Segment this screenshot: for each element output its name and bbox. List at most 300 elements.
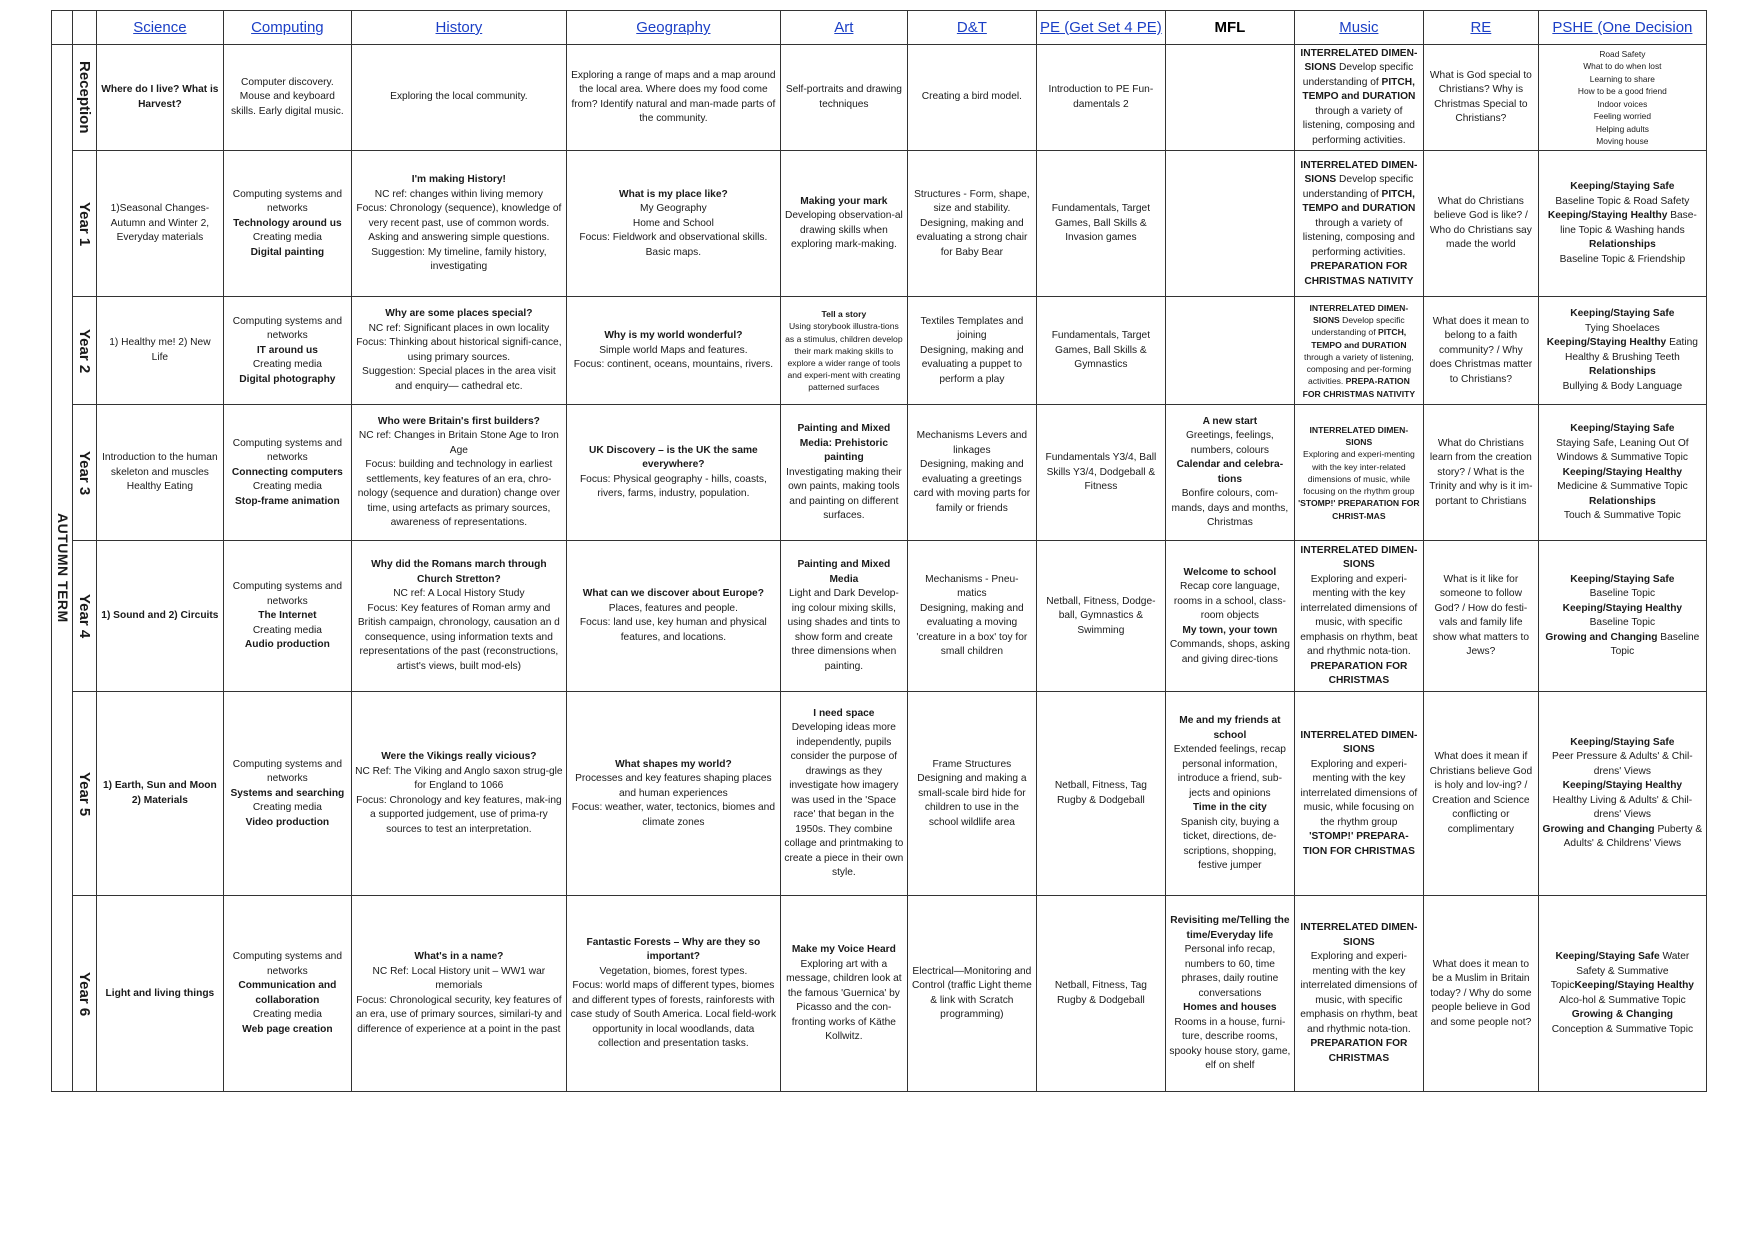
cell-pshe-one-decision <box>1538 297 1706 405</box>
cell-pshe-one-decision <box>1538 45 1706 151</box>
cell-text: Personal info recap, numbers to 60, time phrases, daily routine conversations <box>1181 944 1279 999</box>
cell-text: Focus: weather, water, tectonics, biomes and climate zones <box>571 802 776 828</box>
cell-d-t <box>907 297 1036 405</box>
year-label: Year 3 <box>76 450 94 495</box>
cell-text: Fundamentals, Target Games, Ball Skills & Gymnastics <box>1051 330 1151 371</box>
cell-heading: Relationships <box>1588 239 1656 251</box>
header-blank <box>52 11 73 45</box>
cell-heading: Keeping/Staying Safe <box>1570 736 1675 748</box>
cell-heading: Making your mark <box>800 195 888 207</box>
cell-heading: Keeping/Staying Healthy <box>1562 602 1683 614</box>
cell-text: Road Safety <box>1599 48 1646 59</box>
cell-computing <box>223 297 351 405</box>
cell-text: Focus: land use, key human and physical features, and locations. <box>579 617 767 643</box>
curriculum-map <box>51 10 1707 1092</box>
cell-music <box>1294 297 1423 405</box>
cell-text: Netball, Fitness, Tag Rugby & Dodgeball <box>1054 780 1147 806</box>
cell-heading: Why are some places special? <box>385 308 533 320</box>
cell-pshe-one-decision <box>1538 896 1706 1092</box>
cell-text: through a variety of listening, composing and per-forming activities. <box>1303 351 1414 387</box>
cell-pshe-one-decision <box>1538 541 1706 692</box>
cell-heading: Stop-frame animation <box>235 495 340 507</box>
cell-heading: Keeping/Staying Safe <box>1570 423 1675 435</box>
cell-history <box>351 896 566 1092</box>
cell-text: Puberty & Adults' & Childrens' Views <box>1563 823 1703 850</box>
cell-heading: Keeping/Staying Safe <box>1570 181 1675 193</box>
cell-text: Medicine & Summative Topic <box>1557 481 1688 493</box>
cell-text: Creating media <box>252 802 322 814</box>
cell-text: Conception & Summative Topic <box>1551 1023 1694 1035</box>
cell-heading: INTERRELATED DIMEN-SIONS <box>1300 729 1418 756</box>
cell-heading: Communication and collaboration <box>238 980 337 1006</box>
cell-text: Self-portraits and drawing techniques <box>785 84 902 110</box>
cell-text: Focus: Fieldwork and observational skills. Basic maps. <box>579 232 768 258</box>
term-label-cell <box>52 45 73 1092</box>
cell-text: NC ref: Changes in Britain Stone Age to Iron Age <box>358 430 559 456</box>
cell-pshe-one-decision <box>1538 692 1706 896</box>
cell-heading: Keeping/Staying Healthy <box>1574 980 1694 992</box>
cell-text: Home and School <box>632 217 714 229</box>
cell-text: Bullying & Body Language <box>1562 380 1683 392</box>
cell-re <box>1423 692 1538 896</box>
cell-text: Baseline Topic & Road Safety <box>1555 195 1690 207</box>
cell-heading: Me and my friends at school <box>1179 715 1281 741</box>
cell-pe-get-set-4-pe <box>1036 405 1165 541</box>
cell-pe-get-set-4-pe <box>1036 692 1165 896</box>
cell-mfl <box>1165 297 1294 405</box>
cell-heading: Tell a story <box>821 309 867 320</box>
cell-heading: Keeping/Staying Healthy <box>1562 466 1683 478</box>
year-label: Year 2 <box>76 328 94 373</box>
cell-text: NC ref: A Local History Study <box>393 588 525 600</box>
cell-text: Peer Pressure & Adults' & Chil-drens' Views <box>1552 751 1693 777</box>
cell-heading: IT around us <box>256 344 318 356</box>
cell-text: Mechanisms Levers and linkages <box>916 430 1028 456</box>
cell-text: Processes and key features shaping places and human experiences <box>575 773 772 799</box>
cell-text: What to do when lost <box>1583 61 1662 72</box>
cell-heading: Why did the Romans march through Church Stretton? <box>371 559 547 585</box>
cell-science <box>96 692 223 896</box>
cell-text: Eating Healthy & Brushing Teeth <box>1564 337 1698 363</box>
cell-text: What does it mean if Christians believe God is holy and lov-ing? / Creation and Science conflicting or complimentary <box>1429 751 1533 835</box>
cell-text: Introduction to PE Fun-damentals 2 <box>1048 84 1154 110</box>
cell-text: Focus: Key features of Roman army and British campaign, chronology, causation an d consequence, using information texts and representations of the past (reconstructions, artist's views, built mod-els) <box>357 602 560 672</box>
cell-geography <box>566 405 780 541</box>
cell-heading: Web page creation <box>242 1023 333 1035</box>
cell-text: Rooms in a house, furni-ture, describe rooms, spooky house story, game, elf on shelf <box>1169 1016 1291 1072</box>
cell-heading: 'STOMP!' PREPARA-TION FOR CHRISTMAS <box>1302 831 1415 857</box>
cell-text: Focus: Thinking about historical signifi-cance, using primary sources. <box>356 337 562 363</box>
cell-text: Exploring a range of maps and a map around the local area. Where does my food come from? Identify natural and man-made parts of the community. <box>571 69 776 125</box>
cell-text: Focus: building and technology in earliest settlements, key features of an era, chro-nology (sequence and duration) change over time, using artefacts as primary sources, awareness of representations. <box>357 459 560 529</box>
cell-heading: INTERRELATED DIMEN-SIONS <box>1300 544 1418 571</box>
year-label-cell <box>72 692 96 896</box>
cell-heading: Growing & Changing <box>1571 1009 1674 1021</box>
cell-text: Focus: world maps of different types, biomes and different types of forests, rainforests with case study of South America. Local field-work opportunity in local woodlands, data collection and presentation tasks. <box>570 980 777 1050</box>
year-label-cell <box>72 541 96 692</box>
cell-text: Touch & Summative Topic <box>1563 510 1681 522</box>
curriculum-table <box>51 10 1707 1092</box>
cell-text: Helping adults <box>1595 123 1649 134</box>
cell-heading: Make my Voice Heard <box>791 944 896 956</box>
cell-heading: Keeping/Staying Safe <box>1570 573 1675 585</box>
cell-heading: Connecting computers <box>231 466 343 478</box>
subject-header-music[interactable]: Music <box>1294 11 1423 45</box>
cell-re <box>1423 45 1538 151</box>
cell-science <box>96 151 223 297</box>
cell-heading: Revisiting me/Telling the time/Everyday life <box>1170 915 1290 941</box>
cell-text: What do Christians believe God is like? / Who do Christians say made the world <box>1429 195 1532 251</box>
cell-geography <box>566 896 780 1092</box>
cell-text: Exploring and experi-menting with the key interrelated dimensions of music, while focusing on the rhythm group <box>1300 758 1418 828</box>
cell-mfl <box>1165 45 1294 151</box>
cell-text: Bonfire colours, com-mands, days and months, Christmas <box>1171 488 1289 529</box>
cell-pe-get-set-4-pe <box>1036 45 1165 151</box>
cell-text: Exploring and experi-menting with the key inter-related dimensions of music, while focusing on the rhythm group <box>1302 449 1415 497</box>
cell-text: Baseline Topic <box>1610 631 1700 658</box>
cell-text: Healthy Living & Adults' & Chil-drens' Views <box>1552 794 1693 821</box>
cell-text: Commands, shops, asking and giving direc-tions <box>1169 639 1290 665</box>
cell-text: Focus: Chronology and key features, mak-ing a supported judgement, use of prima-ry sources to test an interpretation. <box>356 794 562 835</box>
cell-text: Creating media <box>252 1009 322 1021</box>
year-row-year-3 <box>52 405 1707 541</box>
cell-text: Focus: Chronology (sequence), knowledge of very recent past, use of common words. Asking and answering simple questions. <box>356 203 562 244</box>
subject-header-pshe-one-decision[interactable]: PSHE (One Decision <box>1538 11 1706 45</box>
year-label: Year 5 <box>76 771 94 816</box>
cell-text: What does it mean to be a Muslim in Britain today? / Why do some people believe in God and some people not? <box>1430 958 1532 1028</box>
cell-text: Greetings, feelings, numbers, colours <box>1185 430 1274 456</box>
cell-text: Focus: Physical geography - hills, coasts, rivers, farms, industry, population. <box>579 473 767 500</box>
year-label-cell <box>72 297 96 405</box>
cell-text: Fundamentals, Target Games, Ball Skills & Invasion games <box>1051 203 1151 244</box>
cell-text: Focus: continent, oceans, mountains, rivers. <box>573 359 774 371</box>
cell-text: Creating a bird model. <box>921 91 1022 103</box>
cell-text: Designing, making and evaluating a moving 'creature in a box' toy for small children <box>916 602 1028 658</box>
cell-text: Frame Structures <box>932 758 1012 770</box>
cell-heading: Who were Britain's first builders? <box>377 415 540 427</box>
cell-art <box>780 45 907 151</box>
cell-text: Light and Dark Develop-ing colour mixing skills, using shades and tints to show form and create three dimensions when painting. <box>787 588 901 672</box>
cell-heading: 'STOMP!' PREPARATION FOR CHRIST-MAS <box>1298 498 1420 521</box>
cell-history <box>351 45 566 151</box>
cell-text: Developing observation-al drawing skills when exploring mark-making. <box>784 210 903 251</box>
subject-header-geography[interactable]: Geography <box>566 11 780 45</box>
cell-heading: Painting and Mixed Media: Prehistoric painting <box>797 423 891 464</box>
cell-computing <box>223 151 351 297</box>
cell-heading: Fantastic Forests – Why are they so important? <box>586 936 761 963</box>
cell-mfl <box>1165 541 1294 692</box>
cell-computing <box>223 541 351 692</box>
cell-text: Develop specific understanding of <box>1302 174 1414 200</box>
cell-heading: Were the Vikings really vicious? <box>381 751 537 763</box>
cell-geography <box>566 692 780 896</box>
cell-art <box>780 151 907 297</box>
cell-text: NC Ref: Local History unit – WW1 war memorials <box>372 965 546 992</box>
cell-text: NC Ref: The Viking and Anglo saxon strug-gle for England to 1066 <box>355 765 563 792</box>
cell-heading: A new start <box>1202 415 1258 427</box>
cell-music <box>1294 541 1423 692</box>
cell-pe-get-set-4-pe <box>1036 896 1165 1092</box>
cell-heading: INTERRELATED DIMEN-SIONS <box>1309 425 1409 448</box>
cell-text: Computing systems and networks <box>232 437 343 464</box>
cell-text: Developing ideas more independently, pupils consider the purpose of drawings as they investigate how imagery was used in the 'Space race' that began in the 1950s. They combine collage and printmaking to create a piece in their own style. <box>784 722 904 879</box>
term-label: AUTUMN TERM <box>54 513 71 624</box>
cell-text: Designing, making and evaluating a puppet to perform a play <box>920 344 1024 385</box>
cell-text: Healthy Eating <box>126 481 193 493</box>
cell-heading: PREPARATION FOR CHRISTMAS <box>1310 1038 1408 1064</box>
cell-text: Creating media <box>252 624 322 636</box>
cell-text: Designing and making a small-scale bird hide for children to use in the school wildlife area <box>917 773 1027 828</box>
cell-music <box>1294 405 1423 541</box>
year-row-year-4 <box>52 541 1707 692</box>
cell-heading: INTERRELATED DIMEN-SIONS <box>1300 48 1418 74</box>
cell-heading: PREPA-RATION FOR CHRISTMAS NATIVITY <box>1302 376 1416 399</box>
cell-heading: I'm making History! <box>411 174 506 186</box>
cell-music <box>1294 692 1423 896</box>
cell-geography <box>566 151 780 297</box>
cell-d-t <box>907 45 1036 151</box>
cell-science <box>96 541 223 692</box>
cell-art <box>780 541 907 692</box>
cell-heading: Homes and houses <box>1183 1002 1277 1014</box>
cell-text: Develop specific understanding of <box>1302 62 1414 88</box>
cell-text: Computing systems and networks <box>232 581 343 607</box>
cell-art <box>780 405 907 541</box>
cell-text: 1) Healthy me! 2) New Life <box>109 337 211 363</box>
cell-heading: Keeping/Staying Safe <box>1555 951 1660 963</box>
cell-heading: Why is my world wonderful? <box>604 330 743 342</box>
year-label: Year 4 <box>76 594 94 639</box>
cell-text: Electrical—Monitoring and Control (traffic Light theme & link with Scratch programming) <box>911 965 1032 1021</box>
year-label: Reception <box>76 61 94 134</box>
cell-heading: Keeping/Staying Healthy <box>1546 337 1667 349</box>
cell-heading: Relationships <box>1588 366 1656 378</box>
cell-text: Netball, Fitness, Tag Rugby & Dodgeball <box>1054 980 1147 1006</box>
cell-text: Focus: Chronological security, key features of an era, use of primary sources, similari-ty and difference of experience at a point in the past <box>355 994 562 1035</box>
cell-heading: What's in a name? <box>414 951 504 963</box>
cell-music <box>1294 896 1423 1092</box>
year-row-reception <box>52 45 1707 151</box>
year-label-cell <box>72 151 96 297</box>
cell-science <box>96 45 223 151</box>
cell-text: Learning to share <box>1589 73 1655 84</box>
cell-art <box>780 692 907 896</box>
cell-text: Baseline Topic & Friendship <box>1559 253 1686 265</box>
cell-heading: I need space <box>813 707 875 719</box>
cell-text: through a variety of listening, composing and performing activities. <box>1302 105 1415 146</box>
cell-mfl <box>1165 151 1294 297</box>
cell-art <box>780 297 907 405</box>
cell-text: Simple world Maps and features. <box>599 344 748 356</box>
cell-text: Mechanisms - Pneu-matics <box>925 573 1019 600</box>
cell-history <box>351 405 566 541</box>
cell-d-t <box>907 692 1036 896</box>
year-label-cell <box>72 405 96 541</box>
subject-header-art[interactable]: Art <box>780 11 907 45</box>
cell-text: Creating media <box>252 232 322 244</box>
cell-text: What do Christians learn from the creation story? / What is the Trinity and why is it im-portant to Christians <box>1429 437 1533 507</box>
cell-computing <box>223 405 351 541</box>
cell-heading: What shapes my world? <box>615 758 732 770</box>
cell-heading: PITCH, TEMPO and DURATION <box>1302 76 1416 103</box>
cell-heading: Growing and Changing <box>1542 823 1655 835</box>
cell-text: Investigating making their own paints, making tools and painting on different surfaces. <box>786 466 902 522</box>
cell-heading: Audio production <box>244 639 330 651</box>
cell-text: Exploring the local community. <box>390 91 528 103</box>
cell-geography <box>566 45 780 151</box>
cell-heading: 1) Earth, Sun and Moon 2) Materials <box>102 780 217 806</box>
cell-heading: Keeping/Staying Healthy <box>1562 780 1683 792</box>
subject-header-science[interactable]: Science <box>96 11 223 45</box>
cell-text: Introduction to the human skeleton and muscles <box>102 452 218 478</box>
cell-text: Computing systems and networks <box>232 758 343 785</box>
cell-mfl <box>1165 896 1294 1092</box>
cell-text: Baseline Topic <box>1589 617 1656 629</box>
cell-text: Exploring and experi-menting with the key interrelated dimensions of music, with specific emphasis on rhythm, beat and rhythmic nota-tion. <box>1300 573 1418 658</box>
subject-header-d-t[interactable]: D&T <box>907 11 1036 45</box>
cell-science <box>96 297 223 405</box>
cell-text: 1)Seasonal Changes- Autumn and Winter 2, Everyday materials <box>110 203 210 244</box>
cell-text: How to be a good friend <box>1577 86 1667 97</box>
subject-header-row <box>52 11 1707 45</box>
cell-text: NC ref: changes within living memory <box>374 188 543 200</box>
year-row-year-1 <box>52 151 1707 297</box>
cell-text: Computer discovery. Mouse and keyboard skills. Early digital music. <box>231 76 344 117</box>
cell-d-t <box>907 896 1036 1092</box>
cell-history <box>351 692 566 896</box>
cell-text: Netball, Fitness, Dodge-ball, Gymnastics & Swimming <box>1046 595 1156 636</box>
subject-header-mfl: MFL <box>1165 11 1294 45</box>
cell-text: Suggestion: Special places in the area visit and enquiry— cathedral etc. <box>362 366 556 392</box>
cell-geography <box>566 541 780 692</box>
cell-text: Computing systems and networks <box>232 951 343 977</box>
cell-text: Exploring and experi-menting with the key interrelated dimensions of music, with specific emphasis on rhythm, beat and rhythmic nota-tion. <box>1300 951 1418 1035</box>
cell-re <box>1423 297 1538 405</box>
subject-header-computing[interactable]: Computing <box>223 11 351 45</box>
cell-heading: What can we discover about Europe? <box>582 588 764 600</box>
cell-heading: Technology around us <box>233 217 342 229</box>
cell-text: Places, features and people. <box>608 602 738 614</box>
cell-text: Computing systems and networks <box>232 315 343 342</box>
cell-pshe-one-decision <box>1538 151 1706 297</box>
cell-heading: INTERRELATED DIMEN-SIONS <box>1300 159 1418 186</box>
cell-text: Tying Shoelaces <box>1584 322 1660 334</box>
cell-text: Designing, making and evaluating a greetings card with moving parts for family or friends <box>913 459 1031 514</box>
cell-text: Recap core language, rooms in a school, class-room objects <box>1173 581 1286 622</box>
cell-text: Creating media <box>252 359 322 371</box>
subject-header-history[interactable]: History <box>351 11 566 45</box>
cell-text: Indoor voices <box>1597 98 1648 109</box>
cell-computing <box>223 896 351 1092</box>
cell-heading: INTERRELATED DIMEN-SIONS <box>1300 922 1418 948</box>
year-label-cell <box>72 45 96 151</box>
cell-d-t <box>907 541 1036 692</box>
cell-text: Fundamentals Y3/4, Ball Skills Y3/4, Dodgeball & Fitness <box>1045 452 1157 493</box>
cell-text: What is it like for someone to follow God? / How do festi-vals and family life show what matters to Jews? <box>1432 573 1529 658</box>
cell-computing <box>223 45 351 151</box>
cell-text: Using storybook illustra-tions as a stimulus, children develop their mark making skills to explore a wider range of tools and experi-ment with creating patterned surfaces <box>785 321 903 393</box>
year-label: Year 6 <box>76 971 94 1016</box>
cell-history <box>351 297 566 405</box>
cell-heading: PREPARATION FOR CHRISTMAS <box>1310 660 1408 687</box>
cell-text: Computing systems and networks <box>232 188 343 215</box>
cell-text: What does it mean to belong to a faith community? / Why does Christmas matter to Christians? <box>1429 315 1533 385</box>
cell-text: Alco-hol & Summative Topic <box>1559 994 1686 1006</box>
cell-heading: PREPARATION FOR CHRISTMAS NATIVITY <box>1304 261 1414 287</box>
cell-heading: Welcome to school <box>1183 566 1277 578</box>
cell-text: Vegetation, biomes, forest types. <box>599 965 748 977</box>
cell-heading: Calendar and celebra-tions <box>1176 459 1284 485</box>
subject-header-pe-get-set-4-pe[interactable]: PE (Get Set 4 PE) <box>1036 11 1165 45</box>
cell-pe-get-set-4-pe <box>1036 151 1165 297</box>
cell-pshe-one-decision <box>1538 405 1706 541</box>
cell-text: NC ref: Significant places in own locality <box>368 322 550 334</box>
cell-text: Exploring art with a message, children look at the famous 'Guernica' by Picasso and the con-fronting works of Käthe Kollwitz. <box>786 958 902 1043</box>
cell-pe-get-set-4-pe <box>1036 297 1165 405</box>
cell-heading: Relationships <box>1588 495 1656 507</box>
cell-heading: Keeping/Staying Safe <box>1570 308 1675 320</box>
cell-heading: Systems and searching <box>230 787 345 799</box>
cell-text: Suggestion: My timeline, family history, investigating <box>371 246 547 273</box>
cell-text: Baseline Topic <box>1589 588 1656 600</box>
cell-history <box>351 541 566 692</box>
cell-heading: Keeping/Staying Healthy <box>1547 210 1668 222</box>
cell-heading: Growing and Changing <box>1545 631 1658 643</box>
cell-text: Moving house <box>1596 136 1649 146</box>
cell-heading: PITCH, TEMPO and DURATION <box>1302 188 1416 215</box>
cell-text: Feeling worried <box>1593 111 1651 122</box>
cell-heading: Time in the city <box>1192 802 1267 814</box>
year-label: Year 1 <box>76 201 94 246</box>
cell-heading: 1) Sound and 2) Circuits <box>101 610 219 622</box>
cell-text: through a variety of listening, composing and performing activities. <box>1302 217 1415 258</box>
cell-heading: Where do I live? What is Harvest? <box>101 84 219 110</box>
cell-re <box>1423 896 1538 1092</box>
cell-text: Develop specific understanding of <box>1311 315 1405 338</box>
cell-d-t <box>907 405 1036 541</box>
cell-heading: Light and living things <box>105 987 215 999</box>
cell-music <box>1294 45 1423 151</box>
cell-text: Staying Safe, Leaning Out Of Windows & Summative Topic <box>1556 437 1689 464</box>
cell-science <box>96 896 223 1092</box>
cell-heading: INTERRELATED DIMEN-SIONS <box>1309 303 1409 326</box>
cell-heading: My town, your town <box>1182 624 1278 636</box>
year-row-year-6 <box>52 896 1707 1092</box>
cell-re <box>1423 151 1538 297</box>
cell-d-t <box>907 151 1036 297</box>
cell-heading: Digital painting <box>250 246 325 258</box>
cell-text: Spanish city, buying a ticket, directions, de-scriptions, shopping, festive jumper <box>1180 816 1280 872</box>
cell-text: Textiles Templates and joining <box>920 315 1024 342</box>
cell-heading: The Internet <box>258 610 317 622</box>
cell-mfl <box>1165 692 1294 896</box>
cell-mfl <box>1165 405 1294 541</box>
cell-text: Creating media <box>252 481 322 493</box>
cell-heading: UK Discovery – is the UK the same everywhere? <box>589 444 758 471</box>
cell-re <box>1423 541 1538 692</box>
year-row-year-5 <box>52 692 1707 896</box>
subject-header-re[interactable]: RE <box>1423 11 1538 45</box>
cell-text: My Geography <box>639 203 707 215</box>
cell-text: What is God special to Christians? Why is Christmas Special to Christians? <box>1429 69 1532 125</box>
cell-art <box>780 896 907 1092</box>
cell-heading: Video production <box>245 816 330 828</box>
cell-history <box>351 151 566 297</box>
cell-text: Base-line Topic & Washing hands <box>1560 210 1697 236</box>
cell-heading: Painting and Mixed Media <box>797 559 891 585</box>
cell-geography <box>566 297 780 405</box>
cell-heading: What is my place like? <box>619 188 728 200</box>
